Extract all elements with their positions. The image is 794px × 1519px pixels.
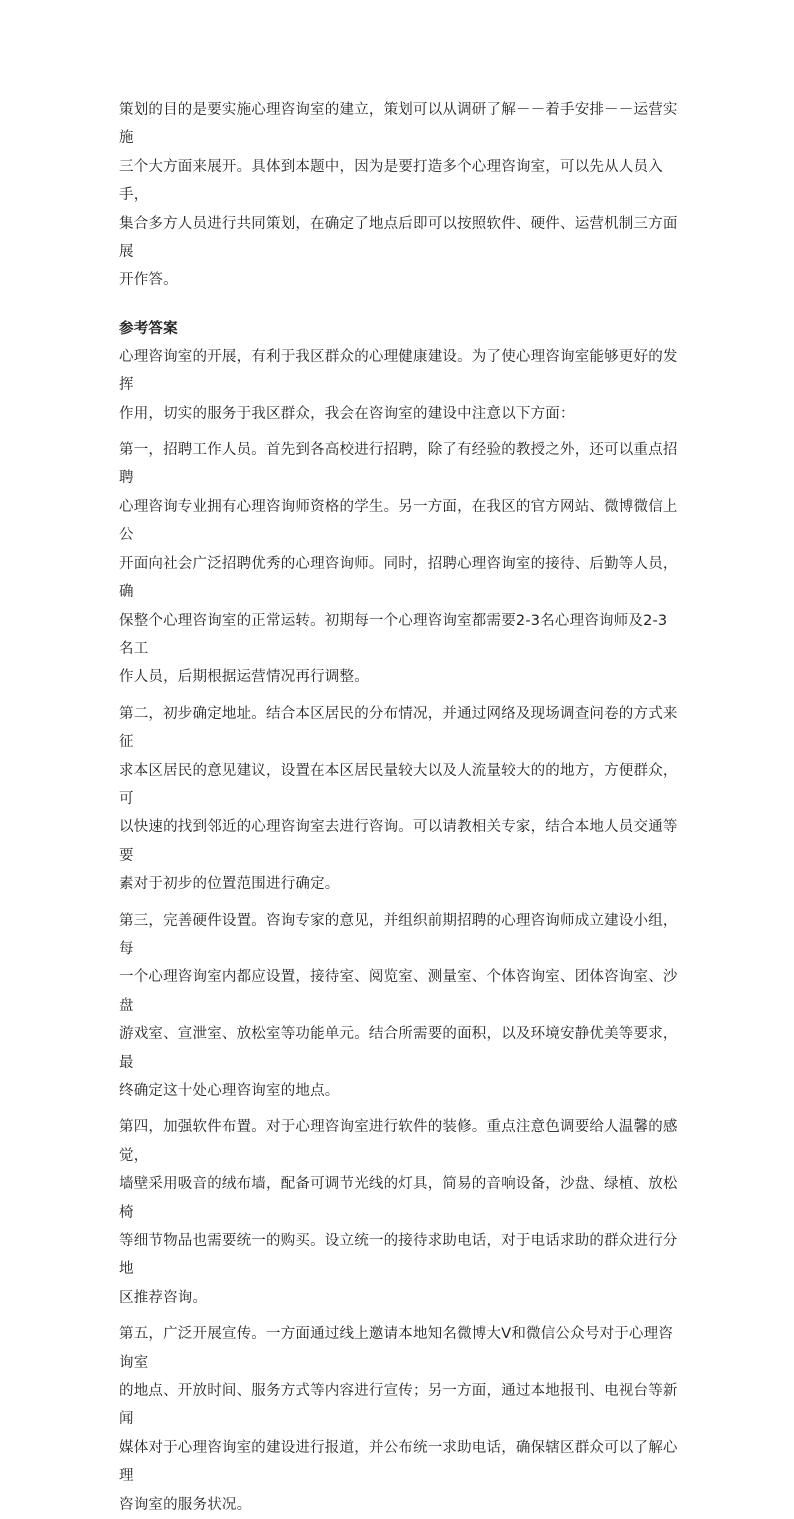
intro-paragraph: 策划的目的是要实施心理咨询室的建立，策划可以从调研了解－－着手安排－－运营实施 三个大方面来展开。具体到本题中，因为是要打造多个心理咨询室，可以先从人员入手， 集合多方人员进行共同策划，在确定了地点后即可以按照软件、硬件、运营机制三方面展 开作答。 <box>119 102 678 289</box>
point-4-paragraph: 第四，加强软件布置。对于心理咨询室进行软件的装修。重点注意色调要给人温馨的感觉， 墙壁采用吸音的绒布墙，配备可调节光线的灯具，简易的音响设备，沙盘、绿植、放松椅 等细节物品也需要统一的购买。设立统一的接待求助电话，对于电话求助的群众进行分地 区推荐咨询。 <box>119 1119 678 1306</box>
document-page <box>119 96 679 1519</box>
point-1-paragraph: 第一，招聘工作人员。首先到各高校进行招聘，除了有经验的教授之外，还可以重点招聘 心理咨询专业拥有心理咨询师资格的学生。另一方面，在我区的官方网站、微博微信上公 开面向社会广泛招聘优秀的心理咨询师。同时，招聘心理咨询室的接待、后勤等人员，确 保整个心理咨询室的正常运转。初期每一个心理咨询室都需要2-3名心理咨询师及2-3名工 作人员，后期根据运营情况再行调整。 <box>119 442 678 686</box>
point-5-paragraph: 第五，广泛开展宣传。一方面通过线上邀请本地知名微博大V和微信公众号对于心理咨询室 的地点、开放时间、服务方式等内容进行宣传；另一方面，通过本地报刊、电视台等新闻 媒体对于心理咨询室的建设进行报道，并公布统一求助电话，确保辖区群众可以了解心理 咨询室的服务状况。 <box>119 1326 678 1513</box>
answer-heading: 参考答案 <box>119 320 178 337</box>
answer-intro-paragraph: 心理咨询室的开展，有利于我区群众的心理健康建设。为了使心理咨询室能够更好的发挥 作用，切实的服务于我区群众，我会在咨询室的建设中注意以下方面： <box>119 348 678 422</box>
point-3-paragraph: 第三，完善硬件设置。咨询专家的意见，并组织前期招聘的心理咨询师成立建设小组，每 一个心理咨询室内都应设置，接待室、阅览室、测量室、个体咨询室、团体咨询室、沙盘 游戏室、宣泄室、放松室等功能单元。结合所需要的面积，以及环境安静优美等要求，最 终确定这十处心理咨询室的地点。 <box>119 912 678 1099</box>
point-2-paragraph: 第二，初步确定地址。结合本区居民的分布情况，并通过网络及现场调查问卷的方式来征 求本区居民的意见建议，设置在本区居民量较大以及人流量较大的的地方，方便群众，可 以快速的找到邻近的心理咨询室去进行咨询。可以请教相关专家，结合本地人员交通等要 素对于初步的位置范围进行确定。 <box>119 705 678 893</box>
